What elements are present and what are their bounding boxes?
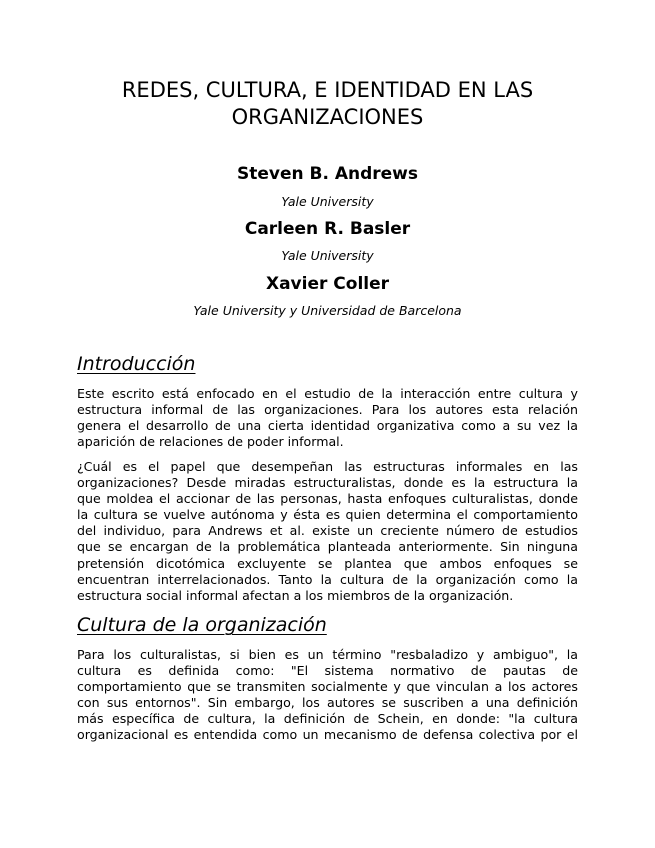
text-line: cultura es definida como: "El sistema normativo de pautas de [77, 663, 578, 679]
section-heading-introduccion: Introducción [77, 353, 196, 375]
text-line: genera el desarrollo de una cierta identidad organizativa como a su vez la [77, 418, 578, 434]
text-line: estructura informal de las organizaciones. Para los autores esta relación [77, 402, 578, 418]
paragraph-intro-2 [77, 459, 578, 604]
author-name-2: Carleen R. Basler [244, 219, 411, 239]
text-line: organizaciones? Desde miradas estructuralistas, donde es la estructura la [77, 475, 578, 491]
text-line: organizacional es entendida como un mecanismo de defensa colectiva por el [77, 727, 578, 743]
text-line: que se encargan de la problemática planteada anteriormente. Sin ninguna [77, 539, 578, 555]
paragraph-cultura-1 [77, 647, 578, 744]
paragraph-intro-1 [77, 386, 578, 450]
author-name-3: Xavier Coller [265, 274, 390, 294]
author-affiliation-1: Yale University [281, 194, 374, 209]
author-affiliation-3: Yale University y Universidad de Barcelona [193, 303, 462, 318]
document-title: REDES, CULTURA, E IDENTIDAD EN LAS ORGANIZACIONES [121, 78, 534, 129]
text-line: estructura social informal afectan a los miembros de la organización. [77, 587, 514, 603]
text-line: ¿Cuál es el papel que desempeñan las estructuras informales en las [77, 459, 578, 474]
text-line: más específica de cultura, la definición de Schein, en donde: "la cultura [77, 711, 578, 727]
text-line: encuentran interrelacionados. Tanto la cultura de la organización como la [77, 571, 578, 587]
text-line: del individuo, para Andrews et al. existe un creciente número de estudios [77, 523, 578, 539]
text-line: pretensión dicotómica excluyente se plantea que ambos enfoques se [77, 555, 578, 571]
text-line: que moldea el accionar de las personas, hasta enfoques culturalistas, donde [77, 491, 578, 507]
text-line: comportamiento que se transmiten socialmente y que vinculan a los actores [77, 679, 578, 695]
text-line: Para los culturalistas, si bien es un término "resbaladizo y ambiguo", la [77, 647, 578, 662]
text-line: con sus entornos". Sin embargo, los autores se suscriben a una definición [77, 695, 578, 711]
text-line: Este escrito está enfocado en el estudio de la interacción entre cultura y [77, 386, 578, 401]
text-line: la cultura se vuelve autónoma y ésta es quien determina el comportamiento [77, 507, 578, 523]
author-affiliation-2: Yale University [281, 248, 374, 263]
text-line: aparición de relaciones de poder informal. [77, 434, 344, 450]
author-name-1: Steven B. Andrews [236, 164, 419, 184]
section-heading-cultura-de-la-organizacion: Cultura de la organización [77, 614, 327, 636]
